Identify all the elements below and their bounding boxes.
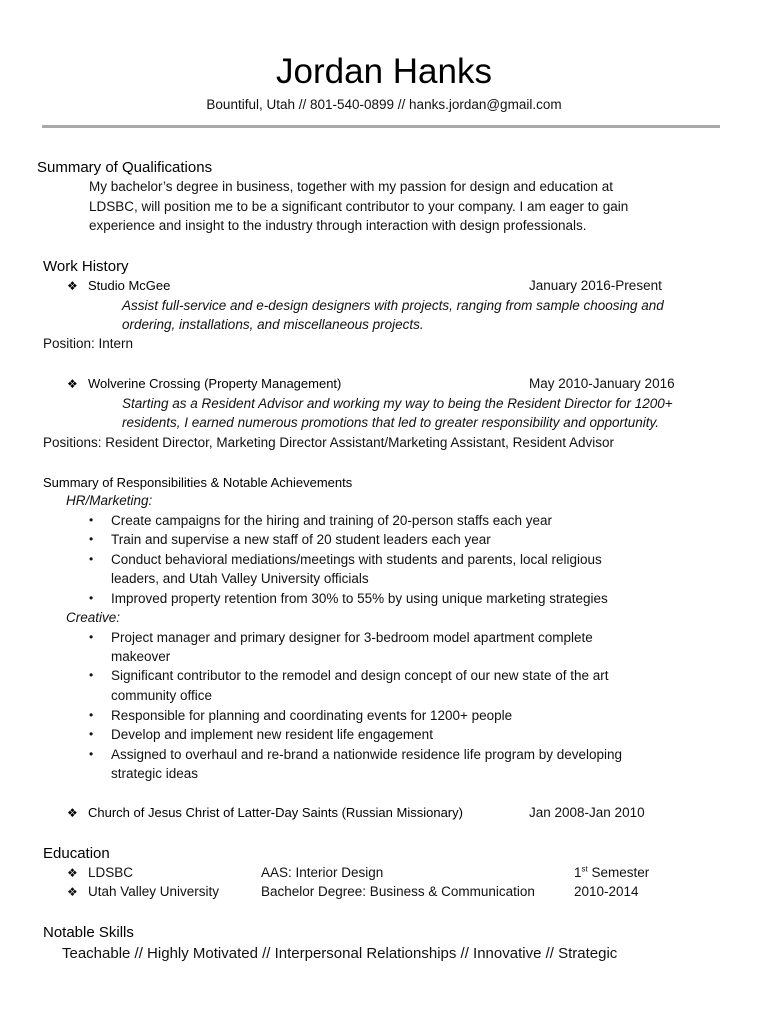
education-school: LDSBC	[88, 865, 134, 880]
list-item: Create campaigns for the hiring and training of 20-person staffs each year	[111, 513, 553, 528]
education-date-rest: Semester	[587, 865, 650, 880]
summary-line: experience and insight to the industry through interaction with design professionals.	[89, 218, 587, 233]
summary-heading: Summary of Qualifications	[37, 159, 213, 176]
job-description-line: ordering, installations, and miscellaneous projects.	[122, 317, 424, 332]
job-description-line: Starting as a Resident Advisor and working my way to being the Resident Director for 1200+	[122, 396, 673, 411]
list-item-continuation: makeover	[111, 649, 171, 664]
education-row	[67, 882, 219, 903]
job-description-line: Assist full-service and e-design designers with projects, ranging from sample choosing and	[122, 298, 664, 313]
list-item: Conduct behavioral mediations/meetings with students and parents, local religious	[111, 552, 602, 567]
job-company: Studio McGee	[88, 278, 171, 293]
list-item: Develop and implement new resident life engagement	[111, 727, 433, 742]
job-title-row	[67, 375, 341, 393]
responsibilities-heading: Summary of Responsibilities & Notable Achievements	[43, 475, 353, 490]
job-description-line: residents, I earned numerous promotions that led to greater responsibility and opportunity.	[122, 415, 660, 430]
list-item-continuation: strategic ideas	[111, 766, 199, 781]
education-row	[67, 863, 133, 884]
job-company: Wolverine Crossing (Property Management)	[88, 376, 342, 391]
job-position: Position: Intern	[43, 336, 134, 351]
job-company: Church of Jesus Christ of Latter-Day Saints (Russian Missionary)	[88, 805, 463, 820]
list-item-continuation: community office	[111, 688, 213, 703]
education-degree: AAS: Interior Design	[261, 865, 384, 880]
job-dates: May 2010-January 2016	[529, 376, 675, 391]
education-date-number: 1	[574, 865, 582, 880]
bullet-icon: •	[89, 708, 94, 722]
bullet-icon: •	[89, 513, 94, 527]
bullet-icon: •	[89, 591, 94, 605]
education-date-suffix: st	[581, 864, 588, 874]
contact-line: Bountiful, Utah // 801-540-0899 // hanks.jordan@gmail.com	[206, 97, 562, 112]
group-label: Creative:	[66, 610, 121, 625]
job-title-row	[67, 804, 463, 822]
education-date: 2010-2014	[574, 884, 639, 899]
education-date	[574, 863, 649, 883]
diamond-bullet-icon: ❖	[67, 279, 78, 293]
list-item: Train and supervise a new staff of 20 student leaders each year	[111, 532, 491, 547]
summary-line: LDSBC, will position me to be a significant contributor to your company. I am eager to gain	[89, 199, 629, 214]
list-item-continuation: leaders, and Utah Valley University officials	[111, 571, 369, 586]
summary-line: My bachelor’s degree in business, together with my passion for design and education at	[89, 179, 614, 194]
bullet-icon: •	[89, 552, 94, 566]
bullet-icon: •	[89, 727, 94, 741]
candidate-name: Jordan Hanks	[276, 52, 492, 91]
skills-list: Teachable // Highly Motivated // Interpersonal Relationships // Innovative // Strategic	[62, 945, 618, 962]
bullet-icon: •	[89, 630, 94, 644]
education-degree: Bachelor Degree: Business & Communication	[261, 884, 535, 899]
list-item: Responsible for planning and coordinating events for 1200+ people	[111, 708, 513, 723]
diamond-bullet-icon: ❖	[67, 866, 78, 880]
diamond-bullet-icon: ❖	[67, 377, 78, 391]
skills-heading: Notable Skills	[43, 924, 134, 941]
bullet-icon: •	[89, 747, 94, 761]
list-item: Assigned to overhaul and re-brand a nationwide residence life program by developing	[111, 747, 623, 762]
diamond-bullet-icon: ❖	[67, 806, 78, 820]
job-position: Positions: Resident Director, Marketing Director Assistant/Marketing Assistant, Resident Advisor	[43, 435, 614, 450]
education-school: Utah Valley University	[88, 884, 220, 899]
list-item: Project manager and primary designer for 3-bedroom model apartment complete	[111, 630, 593, 645]
list-item: Improved property retention from 30% to 55% by using unique marketing strategies	[111, 591, 608, 606]
job-title-row	[67, 277, 170, 295]
header-divider	[42, 125, 720, 128]
job-dates: Jan 2008-Jan 2010	[529, 805, 645, 820]
bullet-icon: •	[89, 532, 94, 546]
work-history-heading: Work History	[43, 258, 129, 275]
list-item: Significant contributor to the remodel and design concept of our new state of the art	[111, 668, 609, 683]
bullet-icon: •	[89, 668, 94, 682]
education-heading: Education	[43, 845, 110, 862]
group-label: HR/Marketing:	[66, 493, 153, 508]
job-dates: January 2016-Present	[529, 278, 662, 293]
diamond-bullet-icon: ❖	[67, 885, 78, 899]
